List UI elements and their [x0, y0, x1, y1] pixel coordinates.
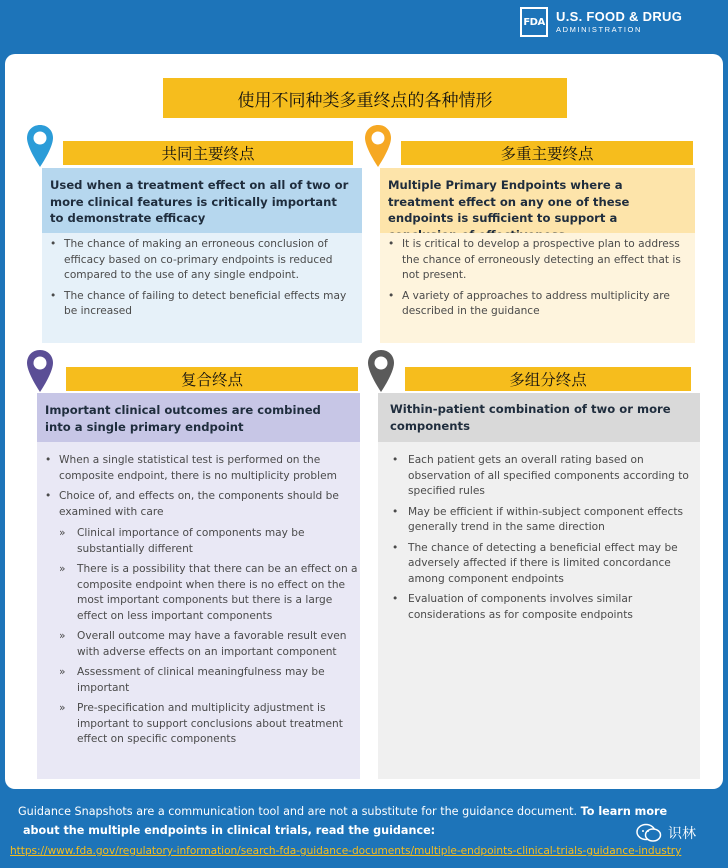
list-item: • The chance of failing to detect beneficial effects may be increased — [42, 289, 362, 320]
card-body — [42, 233, 362, 343]
card-title-banner: 多重主要终点 — [401, 141, 693, 165]
footer-disclaimer-text: Guidance Snapshots are a communication tool and are not a substitute for the guidance document. — [18, 805, 578, 818]
card-title-banner: 复合终点 — [66, 367, 358, 391]
header — [0, 0, 728, 54]
watermark — [636, 823, 696, 843]
card-multi-component-endpoints — [378, 393, 700, 779]
agency-subtitle: ADMINISTRATION — [556, 25, 643, 34]
list-item: • It is critical to develop a prospective plan to address the chance of erroneously detecting an effect that is not present. — [380, 237, 695, 284]
list-item: • A variety of approaches to address multiplicity are described in the guidance — [380, 289, 695, 320]
fda-logo[interactable]: FDA — [520, 7, 548, 37]
card-lead: Important clinical outcomes are combined into a single primary endpoint — [45, 403, 321, 434]
sub-list-item: » There is a possibility that there can be an effect on a composite endpoint when there is no effect on the most important components but there is a large effect on less important components — [37, 562, 360, 624]
map-pin-icon — [363, 123, 393, 169]
card-body — [380, 233, 695, 343]
sub-list-item: » Assessment of clinical meaningfulness may be important — [37, 665, 360, 696]
card-multiple-primary-endpoints — [380, 168, 695, 343]
guidance-link[interactable]: https://www.fda.gov/regulatory-information/search-fda-guidance-documents/multiple-endpoints-clinical-trials-guidance-industry — [10, 845, 682, 857]
card-lead: Used when a treatment effect on all of two or more clinical features is critically important to demonstrate efficacy — [50, 178, 349, 225]
card-title-banner: 共同主要终点 — [63, 141, 353, 165]
footer-guidance-text: about the multiple endpoints in clinical trials, read the guidance: — [23, 824, 436, 837]
list-item: • The chance of detecting a beneficial effect may be adversely affected if there is limited concordance among component endpoints — [378, 541, 700, 588]
card-lead: Within-patient combination of two or more components — [390, 402, 671, 433]
card-body — [378, 442, 700, 779]
footer-learn-more: To learn more — [580, 805, 668, 818]
card-title-banner: 多组分终点 — [405, 367, 691, 391]
card-header — [378, 393, 700, 442]
card-co-primary-endpoints — [42, 168, 362, 343]
card-composite-endpoints — [37, 393, 360, 779]
map-pin-icon — [366, 348, 396, 394]
agency-name: U.S. FOOD & DRUG — [556, 9, 683, 24]
map-pin-icon — [25, 123, 55, 169]
sub-list-item: » Overall outcome may have a favorable result even with adverse effects on an important component — [37, 629, 360, 660]
agency-title — [556, 9, 682, 34]
list-item: • When a single statistical test is performed on the composite endpoint, there is no multiplicity problem — [37, 453, 360, 484]
list-item: • Evaluation of components involves similar considerations as for composite endpoints — [378, 592, 700, 623]
watermark-text: 识林 — [668, 826, 696, 842]
list-item: • May be efficient if within-subject component effects generally trend in the same direction — [378, 505, 700, 536]
list-item: • The chance of making an erroneous conclusion of efficacy based on co-primary endpoints is reduced compared to the use of any single endpoint. — [42, 237, 362, 284]
card-header — [380, 168, 695, 233]
card-lead: Multiple Primary Endpoints where a treatment effect on any one of these endpoints is sufficient to support a — [388, 178, 630, 225]
main-title: 使用不同种类多重终点的各种情形 — [163, 78, 567, 118]
chat-bubble-icon — [636, 823, 662, 843]
map-pin-icon — [25, 348, 55, 394]
list-item: • Each patient gets an overall rating based on observation of all specified components according to specified rules — [378, 453, 700, 500]
list-item: • Choice of, and effects on, the components should be examined with care — [37, 489, 360, 520]
card-header — [42, 168, 362, 233]
footer-disclaimer — [18, 805, 667, 818]
sub-list-item: » Pre-specification and multiplicity adjustment is important to support conclusions about treatment effect on specific components — [37, 701, 360, 748]
card-header — [37, 393, 360, 442]
card-body — [37, 442, 360, 779]
sub-list-item: » Clinical importance of components may be substantially different — [37, 526, 360, 557]
